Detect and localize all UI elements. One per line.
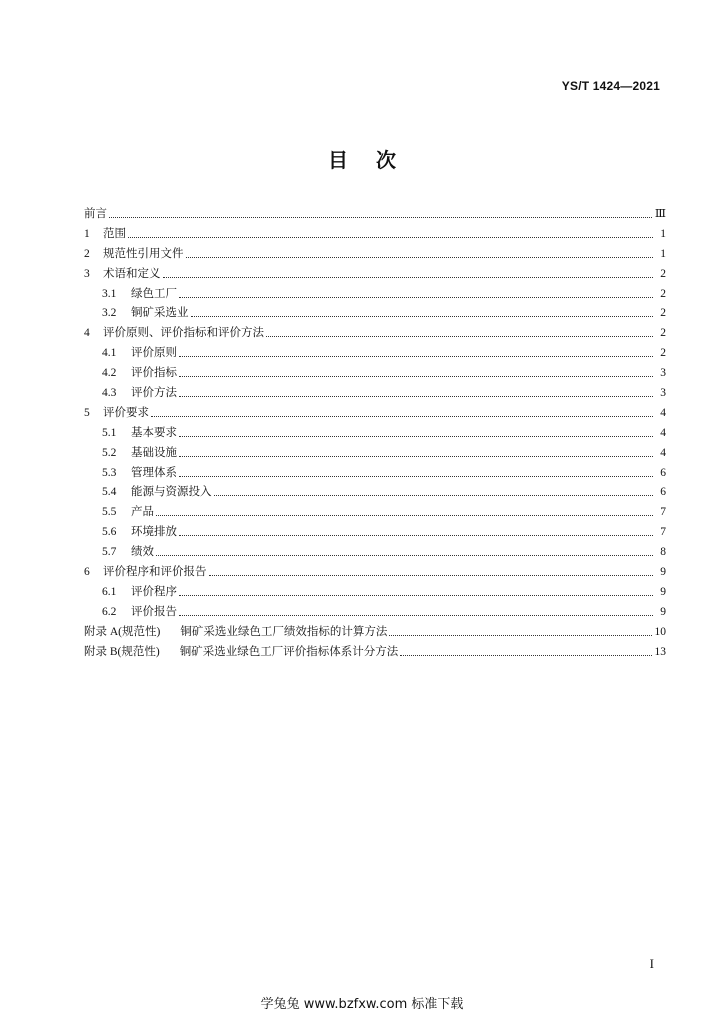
toc-entry-number: 6.1: [102, 585, 117, 598]
toc-entry-label: 基础设施: [131, 444, 177, 459]
toc-entry[interactable]: [84, 622, 666, 642]
toc-entry-label: 绩效: [131, 544, 154, 559]
toc-entry[interactable]: [84, 403, 666, 423]
toc-leader-dots: [179, 347, 653, 359]
toc-entry-label: 术语和定义: [103, 265, 161, 280]
toc-entry[interactable]: [84, 303, 666, 323]
toc-entry[interactable]: [84, 463, 666, 483]
toc-entry[interactable]: [84, 343, 666, 363]
toc-entry-label: 产品: [131, 504, 154, 519]
toc-entry[interactable]: [84, 562, 666, 582]
toc-entry-page: 9: [660, 585, 666, 598]
toc-leader-dots: [179, 606, 653, 618]
toc-leader-dots: [186, 248, 654, 260]
toc-leader-dots: [128, 228, 653, 240]
toc-leader-dots: [156, 546, 653, 558]
toc-entry-number: 2: [84, 247, 90, 260]
toc-entry-page: 7: [660, 506, 666, 519]
toc-entry[interactable]: [84, 582, 666, 602]
toc-entry-number: 6.2: [102, 605, 117, 618]
toc-entry-number: 附录 A(规范性): [84, 625, 161, 638]
toc-entry[interactable]: [84, 482, 666, 502]
toc-leader-dots: [400, 646, 651, 658]
toc-entry-number: 5.6: [102, 526, 117, 539]
toc-entry-label: 铜矿采选业绿色工厂评价指标体系计分方法: [179, 643, 399, 658]
toc-entry-page: 6: [660, 486, 666, 499]
toc-entry-page: 10: [654, 625, 666, 638]
toc-entry[interactable]: [84, 284, 666, 304]
toc-leader-dots: [266, 327, 653, 339]
toc-entry-number: 6: [84, 566, 90, 579]
toc-leader-dots: [191, 307, 654, 319]
toc-entry-page: 9: [660, 605, 666, 618]
toc-entry[interactable]: [84, 204, 666, 224]
toc-entry[interactable]: [84, 522, 666, 542]
page-title: 目次: [328, 148, 424, 172]
toc-entry-page: 4: [660, 426, 666, 439]
toc-leader-dots: [179, 467, 653, 479]
toc-entry-page: 3: [660, 387, 666, 400]
toc-leader-dots: [179, 427, 653, 439]
toc-leader-dots: [389, 626, 651, 638]
toc-entry-number: 5: [84, 406, 90, 419]
toc-entry-number: 3.2: [102, 307, 117, 320]
toc-entry-label: 规范性引用文件: [103, 245, 184, 260]
toc-leader-dots: [156, 506, 653, 518]
toc-entry-page: 13: [654, 645, 666, 658]
toc-entry-label: 评价原则、评价指标和评价方法: [103, 325, 264, 340]
toc-entry[interactable]: [84, 323, 666, 343]
toc-entry-page: 4: [660, 406, 666, 419]
page-number: I: [649, 956, 654, 971]
toc-entry-number: 5.2: [102, 446, 117, 459]
toc-entry-label: 基本要求: [131, 424, 177, 439]
toc-entry-number: 5.4: [102, 486, 117, 499]
toc-entry-label: 环境排放: [131, 524, 177, 539]
toc-entry[interactable]: [84, 443, 666, 463]
toc-entry-number: 4.2: [102, 367, 117, 380]
toc-leader-dots: [179, 447, 653, 459]
toc-entry-number: 1: [84, 227, 90, 240]
toc-leader-dots: [209, 566, 654, 578]
toc-leader-dots: [163, 268, 654, 280]
toc-entry[interactable]: [84, 363, 666, 383]
toc-entry-number: 4: [84, 327, 90, 340]
toc-entry[interactable]: [84, 602, 666, 622]
toc-entry-label: 评价方法: [131, 385, 177, 400]
toc-entry-label: 前言: [84, 206, 107, 220]
standard-code: YS/T 1424—2021: [561, 79, 660, 93]
toc-leader-dots: [109, 208, 652, 220]
toc-entry-label: 评价指标: [131, 365, 177, 380]
toc-entry-page: 7: [660, 526, 666, 539]
toc-entry-label: 评价程序和评价报告: [103, 564, 207, 579]
toc-leader-dots: [179, 288, 653, 300]
toc-entry-page: 2: [660, 327, 666, 340]
toc-entry-number: 5.1: [102, 426, 117, 439]
toc-entry-page: 6: [660, 466, 666, 479]
toc-entry-number: 5.5: [102, 506, 117, 519]
toc-entry-label: 铜矿采选业绿色工厂绩效指标的计算方法: [180, 623, 388, 638]
toc-entry-number: 3.1: [102, 287, 117, 300]
table-of-contents: [84, 204, 666, 661]
toc-entry-number: 3: [84, 267, 90, 280]
toc-entry-label: 能源与资源投入: [131, 484, 212, 499]
toc-entry-page: 2: [660, 347, 666, 360]
toc-entry[interactable]: [84, 224, 666, 244]
toc-entry-number: 5.7: [102, 546, 117, 559]
toc-leader-dots: [179, 387, 653, 399]
toc-entry-page: 3: [660, 367, 666, 380]
toc-entry[interactable]: [84, 542, 666, 562]
toc-leader-dots: [151, 407, 653, 419]
toc-entry-page: 2: [660, 287, 666, 300]
toc-entry-label: 评价要求: [103, 404, 149, 419]
toc-leader-dots: [179, 526, 653, 538]
toc-entry-page: 1: [660, 247, 666, 260]
toc-entry[interactable]: [84, 642, 666, 662]
watermark-text: 学兔兔 www.bzfxw.com 标准下载: [260, 997, 464, 1012]
toc-entry-label: 评价原则: [131, 345, 177, 360]
toc-entry-label: 评价报告: [131, 603, 177, 618]
toc-entry-page: 4: [660, 446, 666, 459]
toc-entry-number: 4.3: [102, 387, 117, 400]
toc-entry-number: 附录 B(规范性): [84, 645, 160, 658]
toc-leader-dots: [179, 367, 653, 379]
toc-entry-page: 2: [660, 267, 666, 280]
toc-entry-page: 1: [660, 227, 666, 240]
toc-entry-label: 评价程序: [131, 583, 177, 598]
toc-leader-dots: [179, 586, 653, 598]
toc-entry[interactable]: [84, 423, 666, 443]
toc-entry[interactable]: [84, 244, 666, 264]
toc-entry-page: 2: [660, 307, 666, 320]
toc-entry-number: 5.3: [102, 466, 117, 479]
toc-entry-label: 铜矿采选业: [131, 305, 189, 320]
toc-entry-label: 范围: [103, 225, 126, 240]
toc-entry-label: 绿色工厂: [131, 285, 177, 300]
toc-entry-page: 9: [660, 566, 666, 579]
toc-entry-page: Ⅲ: [654, 208, 666, 220]
toc-entry-page: 8: [660, 546, 666, 559]
toc-entry-label: 管理体系: [131, 464, 177, 479]
toc-entry[interactable]: [84, 502, 666, 522]
toc-leader-dots: [214, 486, 654, 498]
toc-entry[interactable]: [84, 383, 666, 403]
toc-entry-number: 4.1: [102, 347, 117, 360]
toc-entry[interactable]: [84, 264, 666, 284]
